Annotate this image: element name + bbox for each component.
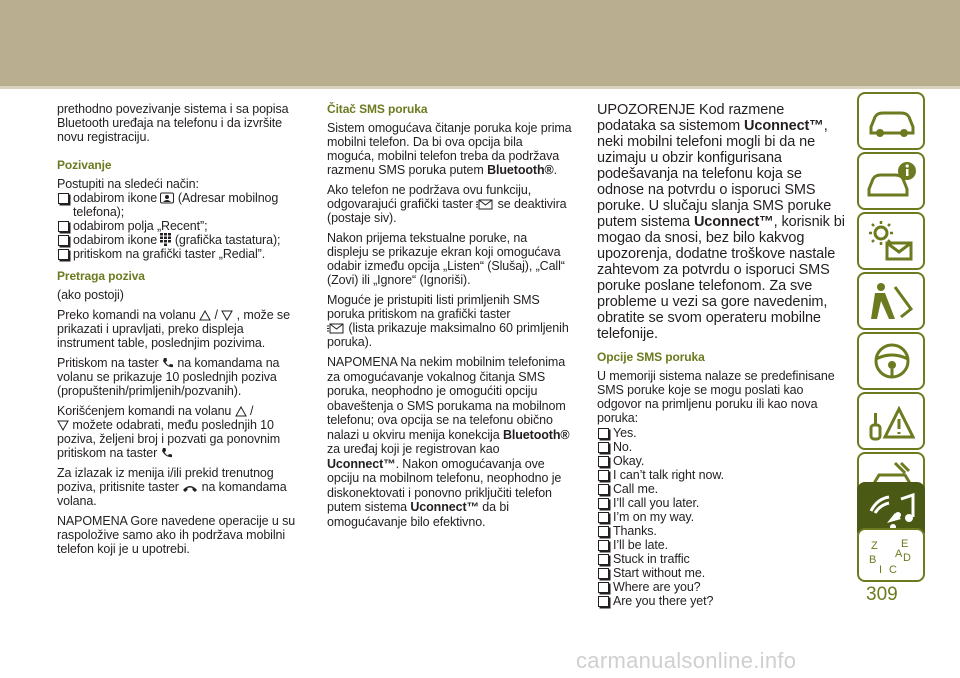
note: NAPOMENA Na nekim mobilnim telefonima za omogućavanje vokalnog čitanja SMS poruka, neophodno je omogućiti opciju obaveštenja o SMS porukama na mobilnom telefonu; ova opcija se na telefonu obično nalazi u okviru menija konekcija Bluetooth® za uređaj koji je registrovan kao Uconnect™. Nakon omogućavanja ove opciju na mobilnom telefonu, neophodno je diskonektovati i ponovno priključiti telefon putem sistema Uconnect™ da bi omogućavanje bilo efektivno. bbox=[327, 355, 570, 529]
bullet-icon bbox=[598, 484, 609, 495]
sms-option-item: Yes. bbox=[597, 426, 845, 440]
paragraph: Sistem omogućava čitanje poruka koje prima mobilni telefon. Da bi ova opcija bila moguća, mobilni telefon treba da podržava razmenu SMS poruka putem Bluetooth®. bbox=[327, 121, 572, 177]
bullet-icon bbox=[598, 428, 609, 439]
sms-option-item: I can’t talk right now. bbox=[597, 468, 845, 482]
steering-wheel-icon bbox=[865, 339, 919, 383]
note: NAPOMENA Gore navedene operacije u su raspoložive samo ako ih podržava mobilni telefon koji je u upotrebi. bbox=[57, 514, 296, 556]
sms-option-item: Stuck in traffic bbox=[597, 552, 845, 566]
car-overview-icon bbox=[865, 99, 919, 143]
phone-icon bbox=[161, 447, 173, 459]
car-info-icon bbox=[865, 159, 919, 203]
column-1 bbox=[57, 102, 300, 562]
sidebar-tab-car-info[interactable] bbox=[857, 152, 925, 210]
keypad-icon bbox=[160, 233, 171, 246]
bullet-icon bbox=[598, 512, 609, 523]
sidebar-tab-warning-lights[interactable] bbox=[857, 212, 925, 270]
paragraph: Moguće je pristupiti listi primljenih SMS poruka pritiskom na grafički taster (lista prikazuje maksimalno 60 primljenih poruka). bbox=[327, 293, 569, 349]
intro-text: prethodno povezivanje sistema i sa popisa Bluetooth uređaja na telefonu i da izvršite novu registraciju. bbox=[57, 102, 289, 144]
sms-option-item: I’m on my way. bbox=[597, 510, 845, 524]
header-band bbox=[0, 0, 960, 86]
sms-option-item: Call me. bbox=[597, 482, 845, 496]
bullet-icon bbox=[598, 568, 609, 579]
heading-calling: Pozivanje bbox=[57, 158, 112, 172]
list-item: pritiskom na grafički taster „Redial”. bbox=[57, 247, 300, 261]
sidebar-tab-car-overview[interactable] bbox=[857, 92, 925, 150]
sms-option-item: Are you there yet? bbox=[597, 594, 845, 608]
svg-text:C: C bbox=[889, 564, 897, 576]
heading-call-search: Pretraga poziva bbox=[57, 269, 145, 283]
svg-text:Z: Z bbox=[871, 540, 878, 552]
list-item: odabirom ikone (grafička tastatura); bbox=[57, 233, 300, 247]
svg-text:D: D bbox=[903, 552, 911, 564]
bullet-icon bbox=[58, 235, 69, 246]
index-icon bbox=[865, 535, 919, 577]
safety-icon bbox=[865, 279, 919, 323]
sms-options-list bbox=[597, 426, 845, 608]
bullet-icon bbox=[58, 249, 69, 260]
bullet-icon bbox=[58, 221, 69, 232]
column-3 bbox=[597, 102, 845, 608]
triangle-up-icon bbox=[235, 406, 247, 417]
call-search-sub: (ako postoji) bbox=[57, 288, 124, 302]
svg-text:E: E bbox=[901, 538, 909, 550]
bullet-icon bbox=[598, 540, 609, 551]
sms-icon bbox=[476, 198, 494, 210]
emergency-icon bbox=[865, 399, 919, 443]
column-2 bbox=[327, 102, 572, 535]
multimedia-icon bbox=[865, 489, 919, 533]
triangle-down-icon bbox=[57, 420, 69, 431]
page-number: 309 bbox=[866, 584, 898, 605]
bullet-icon bbox=[598, 456, 609, 467]
svg-text:A: A bbox=[895, 548, 903, 560]
bullet-icon bbox=[58, 193, 69, 204]
calling-intro: Postupiti na sledeći način: bbox=[57, 177, 199, 191]
sms-option-item: Okay. bbox=[597, 454, 845, 468]
list-item: odabirom ikone (Adresar mobilnog telefona); bbox=[57, 191, 300, 219]
sms-option-item: I’ll be late. bbox=[597, 538, 845, 552]
paragraph: Ako telefon ne podržava ovu funkciju, odgovarajući grafički taster se deaktivira (postaje siv). bbox=[327, 183, 567, 225]
bullet-icon bbox=[598, 582, 609, 593]
bullet-icon bbox=[598, 498, 609, 509]
paragraph: Pritiskom na taster na komandama na volanu se prikazuje 10 poslednjih poziva (propuštenih/primljenih/pozvanih). bbox=[57, 356, 280, 398]
sms-option-item: Where are you? bbox=[597, 580, 845, 594]
bullet-icon bbox=[598, 442, 609, 453]
bullet-icon bbox=[598, 554, 609, 565]
triangle-down-icon bbox=[221, 310, 233, 321]
sms-option-item: Start without me. bbox=[597, 566, 845, 580]
footer-watermark: carmanualsonline.info bbox=[576, 648, 797, 673]
sms-option-item: No. bbox=[597, 440, 845, 454]
sms-option-item: I’ll call you later. bbox=[597, 496, 845, 510]
phonebook-icon bbox=[160, 192, 174, 204]
header-divider bbox=[0, 86, 960, 89]
paragraph: Za izlazak iz menija i/ili prekid trenutnog poziva, pritisnite taster na komandama volana. bbox=[57, 466, 287, 508]
bullet-icon bbox=[598, 470, 609, 481]
list-item: odabirom polja „Recent”; bbox=[57, 219, 300, 233]
triangle-up-icon bbox=[199, 310, 211, 321]
svg-text:B: B bbox=[869, 554, 877, 566]
bullet-icon bbox=[598, 596, 609, 607]
paragraph: U memoriji sistema nalaze se predefinisane SMS poruke koje se mogu poslati kao odgovor na primljenu poruku ili kao nova poruka: bbox=[597, 369, 835, 425]
warning-text: UPOZORENJE Kod razmene podataka sa sistemom Uconnect™, neki mobilni telefoni mogli bi da ne uzimaju u obzir konfigurisana podešavanja na telefonu koja se odnose na potvrdu o isporuci SMS poruke. U slučaju slanja SMS poruke putem sistema Uconnect™, korisnik bi mogao da snosi, bez bilo kakvog upozorenja, dodatne troškove nastale zahtevom za potvrdu o isporuci SMS poruke poslane telefonom. Za sve probleme u vezi sa gore navedenim, obratite se svom operateru mobilne telefonije. bbox=[597, 102, 845, 342]
sidebar-tab-index[interactable] bbox=[857, 528, 925, 582]
bullet-icon bbox=[598, 526, 609, 537]
sms-option-item: Thanks. bbox=[597, 524, 845, 538]
svg-text:I: I bbox=[879, 564, 883, 576]
paragraph: Nakon prijema tekstualne poruke, na displeju se prikazuje ekran koji omogućava odabir između opcija „Listen“ (Slušaj), „Call“ (Zovi) ili „Ignore“ (Ignoriši). bbox=[327, 231, 565, 287]
sidebar-tab-safety[interactable] bbox=[857, 272, 925, 330]
paragraph: Preko komandi na volanu / , može se prikazati i upravljati, preko displeja instrument table, poslednjim pozivima. bbox=[57, 308, 290, 350]
heading-sms-reader: Čitač SMS poruka bbox=[327, 102, 428, 116]
phone-icon bbox=[162, 357, 174, 369]
hang-up-icon bbox=[182, 484, 198, 493]
sidebar-tab-emergency[interactable] bbox=[857, 392, 925, 450]
sms-icon bbox=[327, 322, 345, 334]
paragraph: Korišćenjem komandi na volanu / možete odabrati, među poslednjih 10 poziva, željeni broj i pozvati ga ponovnim pritiskom na taster bbox=[57, 404, 281, 460]
heading-sms-options: Opcije SMS poruka bbox=[597, 350, 705, 364]
sidebar-tab-steering[interactable] bbox=[857, 332, 925, 390]
warning-lights-icon bbox=[865, 219, 919, 263]
